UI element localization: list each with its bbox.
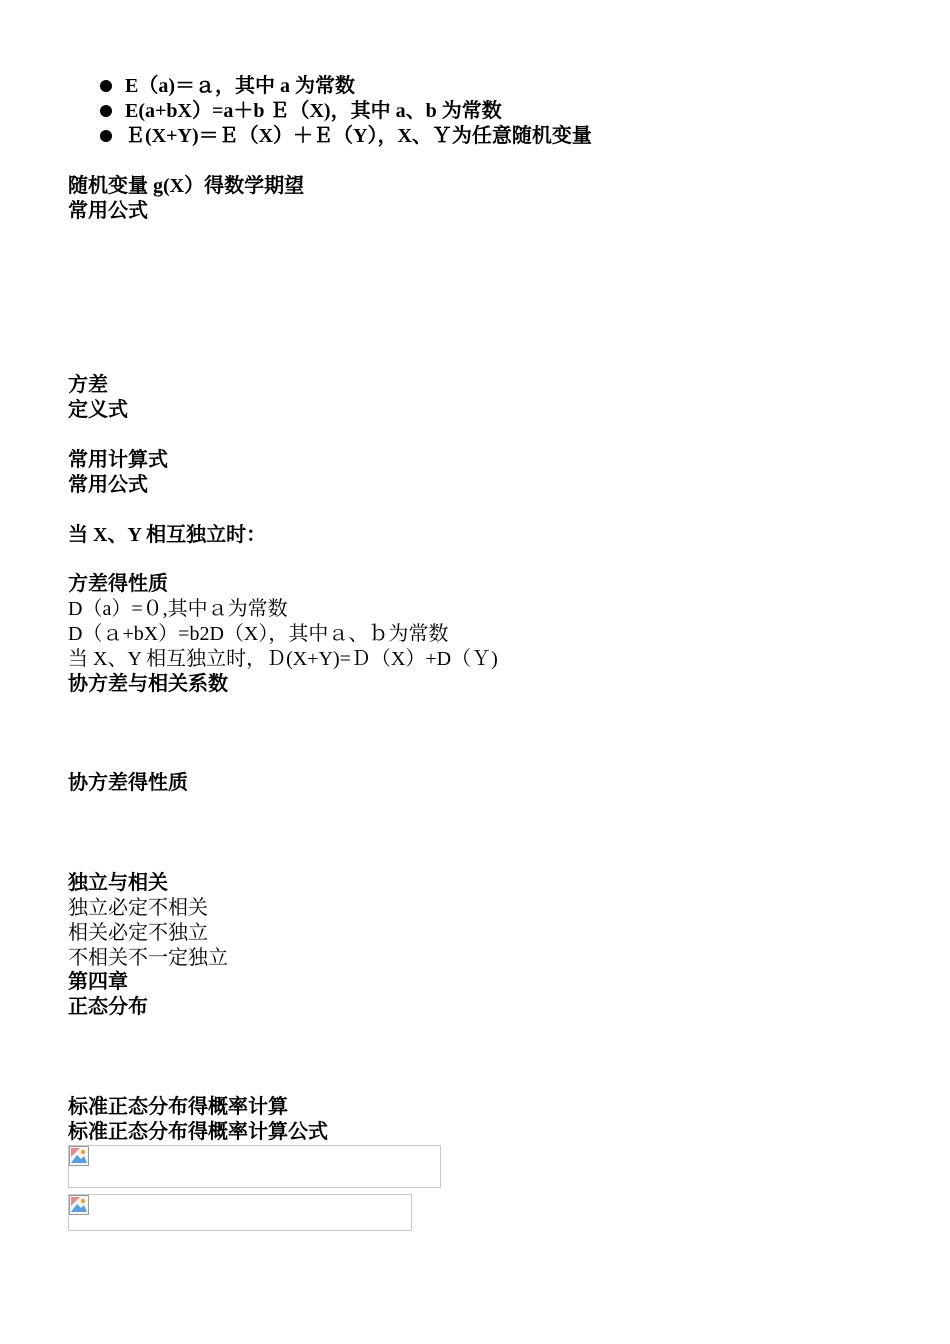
bullet-dot — [100, 80, 112, 92]
broken-image-icon — [69, 1146, 89, 1166]
heading-chapter-4: 第四章 — [68, 971, 128, 993]
broken-image-icon — [69, 1195, 89, 1215]
variance-property-3: 当 X、Y 相互独立时，Ｄ(X+Y)=Ｄ（X）+D（Ｙ) — [68, 648, 498, 670]
heading-variance: 方差 — [68, 374, 108, 396]
bullet-expectation-linear: E(a+bX）=a＋b Ｅ（X)，其中 a、b 为常数 — [125, 100, 502, 122]
formula-image-1 — [68, 1145, 441, 1188]
heading-definition: 定义式 — [68, 399, 128, 421]
independence-statement-2: 相关必定不独立 — [68, 922, 208, 944]
bullet-expectation-constant: E（a)＝ａ，其中 a 为常数 — [125, 75, 355, 97]
independence-statement-3: 不相关不一定独立 — [68, 947, 228, 969]
independence-statement-1: 独立必定不相关 — [68, 897, 208, 919]
heading-variance-properties: 方差得性质 — [68, 573, 168, 595]
heading-std-normal-probability: 标准正态分布得概率计算 — [68, 1096, 288, 1118]
heading-std-normal-formula: 标准正态分布得概率计算公式 — [68, 1121, 328, 1143]
heading-common-formula: 常用公式 — [68, 200, 148, 222]
heading-common-formula-2: 常用公式 — [68, 474, 148, 496]
heading-covariance-properties: 协方差得性质 — [68, 772, 188, 794]
heading-independent-when: 当 X、Y 相互独立时： — [68, 524, 267, 546]
variance-property-2: D（ａ+bX）=b2D（X），其中ａ、ｂ为常数 — [68, 623, 449, 645]
bullet-dot — [100, 130, 112, 142]
heading-common-calc: 常用计算式 — [68, 449, 168, 471]
variance-property-1: D（a）=０,其中ａ为常数 — [68, 598, 288, 620]
bullet-expectation-sum: Ｅ(X+Y)＝Ｅ（X）＋Ｅ（Y），X、Ｙ为任意随机变量 — [125, 125, 592, 147]
heading-normal-distribution: 正态分布 — [68, 996, 148, 1018]
bullet-dot — [100, 105, 112, 117]
formula-image-2 — [68, 1194, 412, 1231]
heading-independence-correlation: 独立与相关 — [68, 872, 168, 894]
heading-covariance-correlation: 协方差与相关系数 — [68, 673, 228, 695]
heading-g-expectation: 随机变量 g(X）得数学期望 — [68, 175, 305, 197]
